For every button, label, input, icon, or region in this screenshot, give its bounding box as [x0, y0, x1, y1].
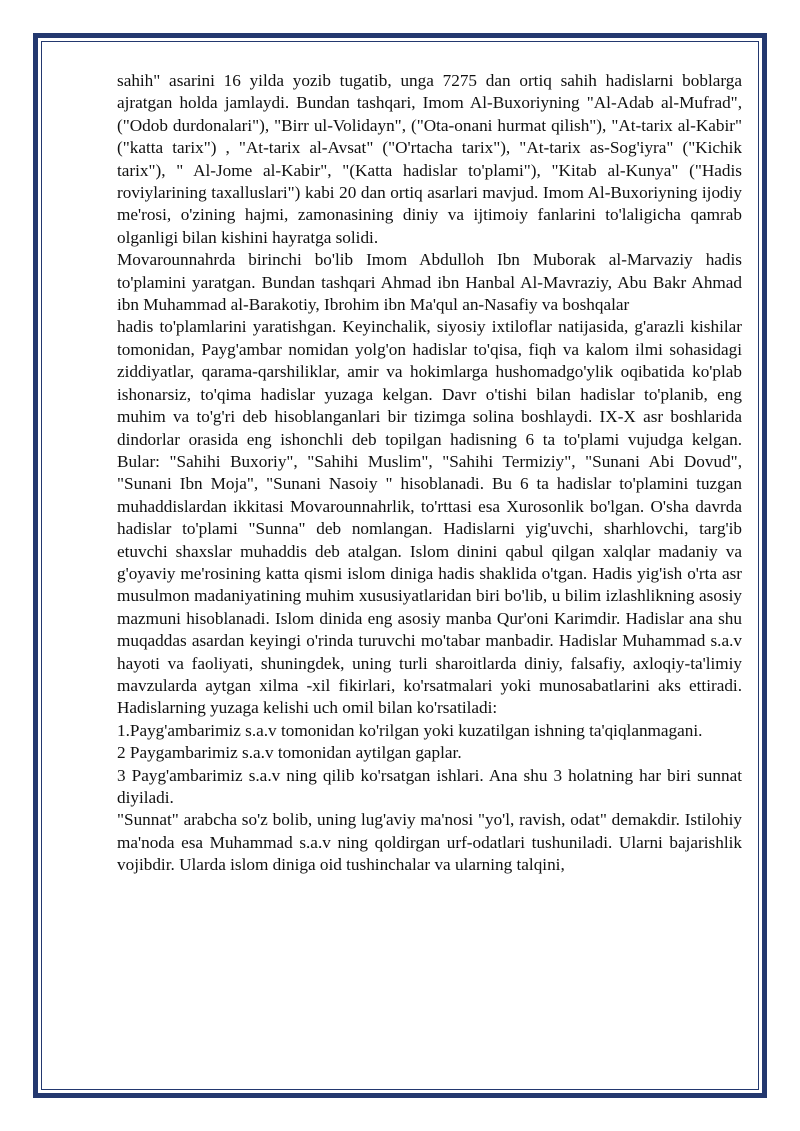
list-item-3: 3 Payg'ambarimiz s.a.v ning qilib ko'rsatgan ishlari. Ana shu 3 holatning har biri sunnat diyiladi.: [117, 765, 742, 807]
paragraph-hadith-collections: hadis to'plamlarini yaratishgan. Keyinchalik, siyosiy ixtiloflar natijasida, g'arazli kishilar tomonidan, Payg'ambar nomidan yolg'on hadislar to'qisa, fiqh va kalom ilmi sohasidagi ziddiyatlar, qarama-qarshiliklar, amir va hokimlarga hushomadgo'ylik oqibatida ko'plab ishonarsiz, to'qima hadislar yuzaga kelgan. Davr o'tishi bilan hadislar to'planib, eng muhim va to'g'ri deb hisoblanganlari bir tizimga solina boshlaydi. IX-X asr boshlarida dindorlar orasida eng ishonchli deb topilgan hadisning 6 ta to'plami vujudga kelgan. Bular: "Sahihi Buxoriy", "Sahihi Muslim", "Sahihi Termiziy", "Sunani Abi Dovud", "Sunani Ibn Moja", "Sunani Nasoiy " hisoblanadi. Bu 6 ta hadislar to'plamini tuzgan muhaddislardan ikkitasi Movarounnahrlik, to'rttasi esa Xurosonlik bo'lgan. O'sha davrda hadislar to'plami "Sunna" deb nomlangan. Hadislarni yig'uvchi, sharhlovchi, targ'ib etuvchi shaxslar muhaddis deb atalgan. Islom dinini qabul qilgan xalqlar madaniy va g'oyaviy me'rosining katta qismi islom diniga hadis shaklida o'tgan. Hadis yig'ish o'rta asr musulmon madaniyatining muhim xususiyatlaridan biri bo'lib, u bilim izlashlikning asosiy mazmuni hisoblanadi. Islom dinida eng asosiy manba Qur'oni Karimdir. Hadislar ana shu muqaddas asardan keyingi o'rinda turuvchi mo'tabar manbadir. Hadislar Muhammad s.a.v hayoti va faoliyati, shuningdek, uning turli sharoitlarda diniy, falsafiy, axloqiy-ta'limiy mavzularda aytgan xilma -xil fikirlari, ko'rsatmalari yoki munosabatlarini aks ettiradi. Hadislarning yuzaga kelishi uch omil bilan ko'rsatiladi:: [117, 317, 742, 718]
paragraph-sahih-works: sahih" asarini 16 yilda yozib tugatib, unga 7275 dan ortiq sahih hadislarni boblarga ajratgan holda jamlaydi. Bundan tashqari, Imom Al-Buxoriyning "Al-Adab al-Mufrad", ("Odob durdonalari"), "Birr ul-Volidayn", ("Ota-onani hurmat qilish"), "At-tarix al-Kabir" ("katta tarix") , "At-tarix al-Avsat" ("O'rtacha tarix"), "At-tarix as-Sog'iyra" ("Kichik tarix"), " Al-Jome al-Kabir", "(Katta hadislar to'plami"), "Kitab al-Kunya" ("Hadis roviylarining taxalluslari") kabi 20 dan ortiq asarlari mavjud. Imom Al-Buxoriyning ijodiy me'rosi, o'zining hajmi, zamonasining diniy va ijtimoiy fanlarini to'laligicha qamrab olganligi bilan kishini hayratga solidi.: [117, 71, 742, 247]
list-item-2: 2 Paygambarimiz s.a.v tomonidan aytilgan gaplar.: [117, 743, 462, 763]
document-body: [117, 70, 742, 877]
list-item-1: 1.Payg'ambarimiz s.a.v tomonidan ko'rilgan yoki kuzatilgan ishning ta'qiqlanmagani.: [117, 720, 703, 740]
paragraph-movarounnahr: Movarounnahrda birinchi bo'lib Imom Abdulloh Ibn Muborak al-Marvaziy hadis to'plamini yaratgan. Bundan tashqari Ahmad ibn Hanbal Al-Mavraziy, Abu Bakr Ahmad ibn Muhammad al-Barakotiy, Ibrohim ibn Ma'qul an-Nasafiy va boshqalar: [117, 250, 742, 315]
paragraph-sunnat: "Sunnat" arabcha so'z bolib, uning lug'aviy ma'nosi "yo'l, ravish, odat" demakdir. Istilohiy ma'noda esa Muhammad s.a.v ning qoldirgan urf-odatlari tushuniladi. Ularni bajarishlik vojibdir. Ularda islom diniga oid tushinchalar va ularning talqini,: [117, 810, 742, 875]
